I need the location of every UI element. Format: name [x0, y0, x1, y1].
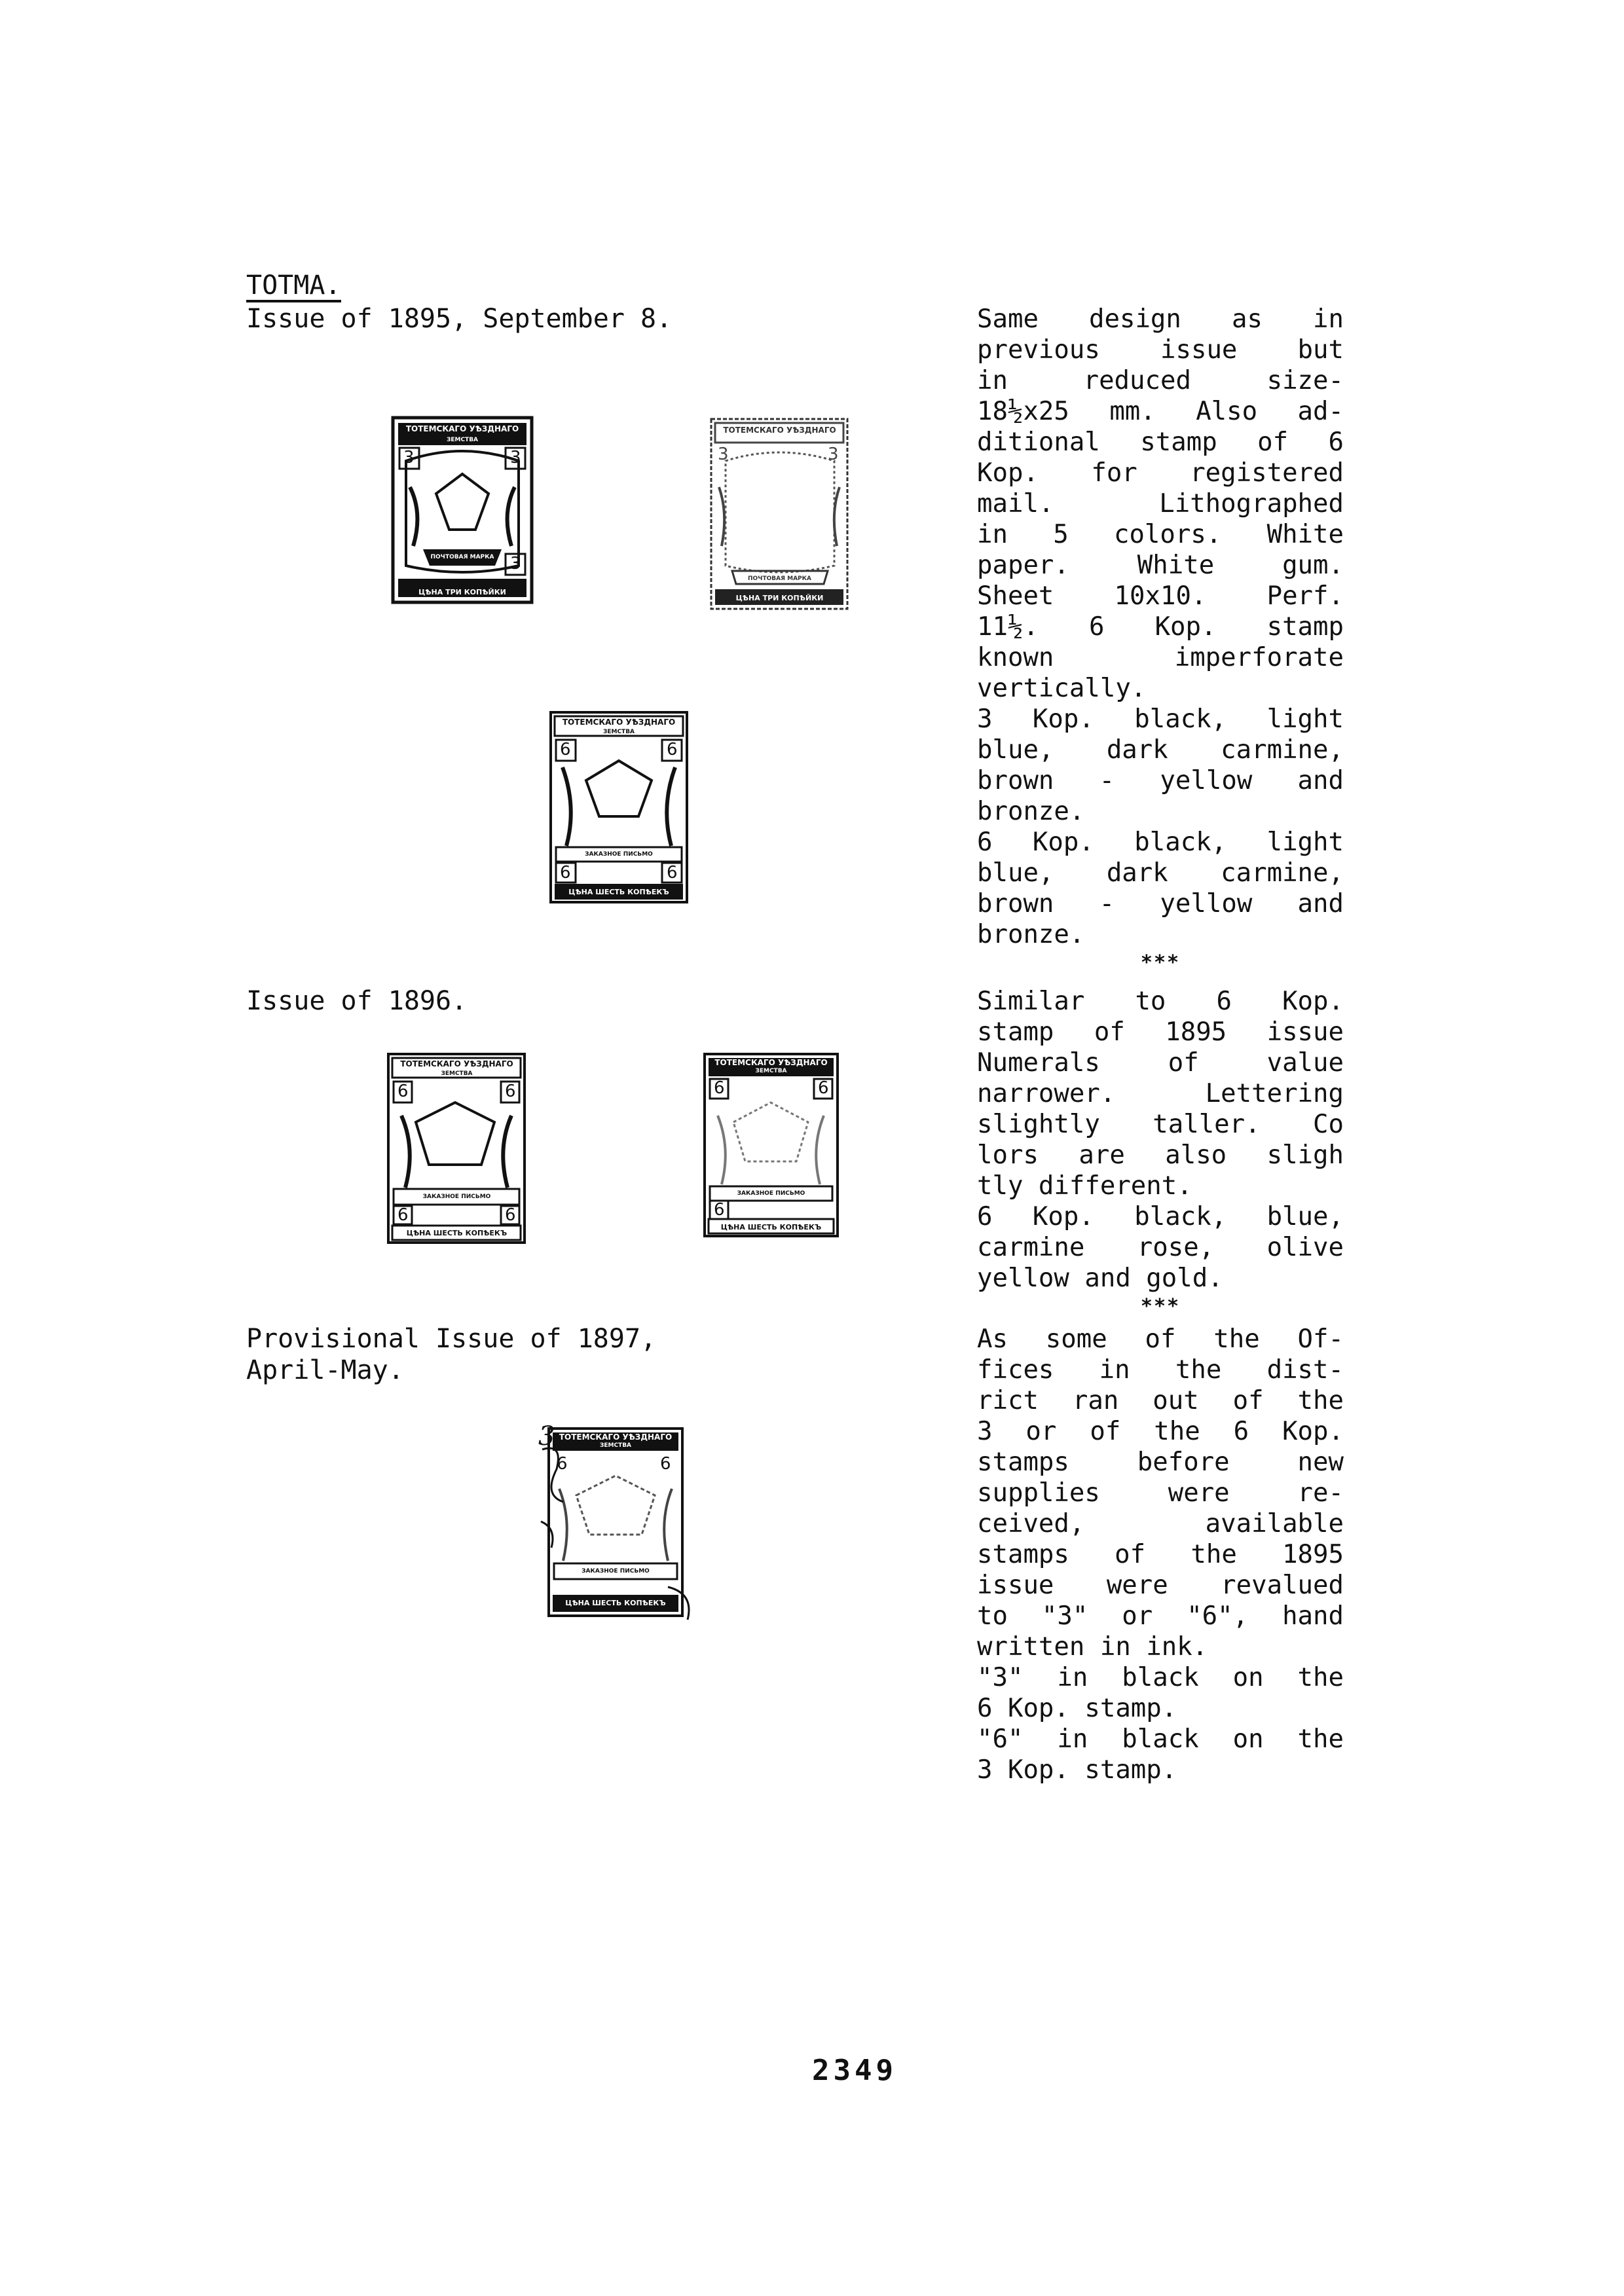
stamp-sub-inscription: ЗЕМСТВА: [599, 1442, 632, 1449]
stamp-numeral: 6: [560, 863, 571, 883]
description-line: rict ran out of the: [977, 1386, 1344, 1415]
stamp-numeral: 6: [667, 740, 678, 759]
description-line: stamps before new: [977, 1448, 1344, 1477]
description-line: supplies were re-: [977, 1478, 1344, 1508]
stamp-top-inscription: ТОТЕМСКАГО УѢЗДНАГО: [723, 426, 836, 435]
stamp-numeral: 6: [660, 1454, 671, 1474]
description-line: 6 Kop. stamp.: [977, 1694, 1177, 1723]
description-line: Kop. for registered: [977, 458, 1344, 488]
description-line: fices in the dist-: [977, 1355, 1344, 1385]
stamp-bottom-inscription: ЦѢНА ШЕСТЬ КОПѢЕКЪ: [720, 1223, 822, 1231]
stamp-bottom-inscription: ЦѢНА ШЕСТЬ КОПѢЕКЪ: [568, 888, 669, 896]
description-line: mail. Lithographed: [977, 489, 1344, 519]
heading-issue-1896: Issue of 1896.: [246, 986, 468, 1016]
description-line: previous issue but: [977, 335, 1344, 365]
description-line: bronze.: [977, 920, 1085, 949]
section-separator: ***: [1140, 951, 1181, 974]
stamp-1896-6-kop-variant: [701, 1050, 841, 1240]
description-line: blue, dark carmine,: [977, 858, 1344, 888]
description-line: blue, dark carmine,: [977, 735, 1344, 765]
description-line: Similar to 6 Kop.: [977, 987, 1344, 1016]
stamp-top-inscription: ТОТЕМСКАГО УѢЗДНАГО: [562, 718, 676, 727]
description-line: paper. White gum.: [977, 551, 1344, 580]
heading-provisional-1897: Provisional Issue of 1897,: [246, 1324, 657, 1354]
stamp-sub-inscription: ЗЕМСТВА: [755, 1068, 787, 1074]
stamp-numeral: 3: [403, 448, 415, 467]
description-line: carmine rose, olive: [977, 1233, 1344, 1262]
description-1896: [977, 986, 1344, 1324]
description-line: 3 or of the 6 Kop.: [977, 1417, 1344, 1446]
stamp-numeral: 3: [510, 554, 521, 574]
description-line: "6" in black on the: [977, 1724, 1344, 1754]
page-number: 2349: [812, 2054, 897, 2087]
description-line: 3 Kop. stamp.: [977, 1755, 1177, 1785]
stamp-bottom-inscription: ЦѢНА ШЕСТЬ КОПѢЕКЪ: [406, 1229, 507, 1237]
stamp-numeral: 3: [828, 445, 839, 464]
description-line: Numerals of value: [977, 1048, 1344, 1078]
stamp-top-inscription: ТОТЕМСКАГО УѢЗДНАГО: [559, 1432, 673, 1442]
stamp-numeral: 6: [397, 1082, 409, 1101]
description-line: Same design as in: [977, 304, 1344, 334]
description-line: bronze.: [977, 797, 1085, 826]
description-line: As some of the Of-: [977, 1324, 1344, 1354]
stamp-numeral: 6: [397, 1205, 409, 1225]
description-line: in reduced size-: [977, 366, 1344, 395]
stamp-sub-inscription: ЗЕМСТВА: [441, 1070, 473, 1077]
stamp-sub-inscription: ЗЕМСТВА: [602, 729, 635, 735]
stamp-numeral: 6: [505, 1205, 516, 1225]
stamp-numeral: 6: [714, 1200, 725, 1220]
stamp-bottom-inscription: ЦѢНА ШЕСТЬ КОПѢЕКЪ: [565, 1599, 666, 1607]
stamp-band-inscription: ПОЧТОВАЯ МАРКА: [748, 575, 811, 582]
stamp-numeral: 6: [505, 1082, 516, 1101]
description-line: written in ink.: [977, 1632, 1208, 1662]
description-1897: [977, 1324, 1344, 1785]
description-line: "3" in black on the: [977, 1663, 1344, 1692]
description-line: slightly taller. Co: [977, 1110, 1344, 1139]
stamp-1896-6-kop: [383, 1050, 530, 1247]
heading-issue-1895: Issue of 1895, September 8.: [246, 304, 673, 334]
description-1895: [977, 304, 1344, 981]
description-line: narrower. Lettering: [977, 1079, 1344, 1108]
stamp-band-inscription: ЗАКАЗНОЕ ПИСЬМО: [737, 1190, 805, 1197]
description-line: ceived, available: [977, 1509, 1344, 1539]
description-line: 6 Kop. black, light: [977, 828, 1344, 857]
stamp-top-inscription: ТОТЕМСКАГО УѢЗДНАГО: [714, 1058, 828, 1067]
stamp-numeral: 6: [667, 863, 678, 883]
description-line: to "3" or "6", hand: [977, 1601, 1344, 1631]
stamp-1895-3-kop-variant: [706, 415, 853, 615]
stamp-band-inscription: ПОЧТОВАЯ МАРКА: [430, 554, 494, 560]
stamp-sub-inscription: ЗЕМСТВА: [446, 437, 479, 443]
description-line: 3 Kop. black, light: [977, 704, 1344, 734]
stamp-bottom-inscription: ЦѢНА ТРИ КОПѢЙКИ: [418, 588, 506, 596]
page-title: TOTMA.: [246, 271, 341, 302]
stamp-1895-3-kop: [390, 415, 534, 605]
description-line: 18½x25 mm. Also ad-: [977, 397, 1344, 426]
stamp-1897-provisional: [537, 1423, 694, 1626]
description-line: tly different.: [977, 1171, 1192, 1201]
description-line: ditional stamp of 6: [977, 428, 1344, 457]
description-line: stamp of 1895 issue: [977, 1017, 1344, 1047]
description-line: known imperforate: [977, 643, 1344, 672]
description-line: brown - yellow and: [977, 889, 1344, 919]
heading-provisional-1897-dates: April-May.: [246, 1355, 404, 1385]
stamp-band-inscription: ЗАКАЗНОЕ ПИСЬМО: [422, 1194, 491, 1200]
description-line: in 5 colors. White: [977, 520, 1344, 549]
handwritten-surcharge: 3: [538, 1421, 555, 1451]
stamp-numeral: 3: [718, 445, 729, 464]
description-line: Sheet 10x10. Perf.: [977, 581, 1344, 611]
stamp-numeral: 6: [714, 1078, 725, 1098]
stamp-numeral: 6: [557, 1454, 568, 1474]
stamp-numeral: 3: [510, 448, 521, 467]
stamp-band-inscription: ЗАКАЗНОЕ ПИСЬМО: [585, 851, 653, 858]
description-line: 11½. 6 Kop. stamp: [977, 612, 1344, 642]
stamp-1895-6-kop: [547, 708, 691, 906]
description-line: 6 Kop. black, blue,: [977, 1202, 1344, 1231]
stamp-bottom-inscription: ЦѢНА ТРИ КОПѢЙКИ: [735, 594, 824, 602]
description-line: vertically.: [977, 674, 1147, 703]
description-line: yellow and gold.: [977, 1264, 1223, 1293]
description-line: brown - yellow and: [977, 766, 1344, 795]
stamp-band-inscription: ЗАКАЗНОЕ ПИСЬМО: [581, 1568, 650, 1575]
stamp-top-inscription: ТОТЕМСКАГО УѢЗДНАГО: [400, 1059, 513, 1068]
description-line: issue were revalued: [977, 1571, 1344, 1600]
stamp-top-inscription: ТОТЕМСКАГО УѢЗДНАГО: [405, 424, 519, 433]
description-line: lors are also sligh: [977, 1140, 1344, 1170]
stamp-numeral: 6: [560, 740, 571, 759]
description-line: stamps of the 1895: [977, 1540, 1344, 1569]
stamp-numeral: 6: [818, 1078, 829, 1098]
section-separator: ***: [1140, 1295, 1181, 1318]
